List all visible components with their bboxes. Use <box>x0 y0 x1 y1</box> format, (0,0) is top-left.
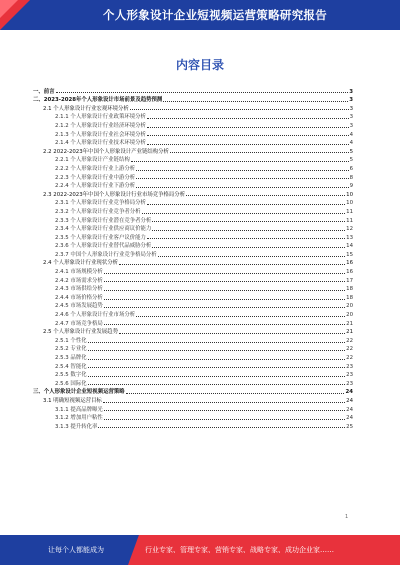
toc-entry[interactable] <box>33 172 353 181</box>
toc-entry[interactable] <box>33 301 353 310</box>
toc-entry[interactable] <box>33 335 353 344</box>
toc-entry-text: 3.1.1 提高品牌曝光 <box>55 406 103 413</box>
toc-entry[interactable] <box>33 395 353 404</box>
toc-entry-page: 20 <box>346 312 353 319</box>
toc-leader-dots <box>103 402 345 403</box>
toc-leader-dots <box>186 195 345 196</box>
toc-entry-page: 22 <box>346 337 353 344</box>
toc-entry[interactable] <box>33 344 353 353</box>
toc-entry[interactable] <box>33 275 353 284</box>
toc-entry[interactable] <box>33 309 353 318</box>
toc-entry-page: 9 <box>349 183 353 190</box>
toc-entry[interactable] <box>33 120 353 129</box>
toc-entry-page: 21 <box>346 320 353 327</box>
toc-entry[interactable] <box>33 224 353 233</box>
toc-leader-dots <box>131 161 349 162</box>
toc-entry[interactable] <box>33 370 353 379</box>
document-title: 个人形象设计企业短视频运营策略研究报告 <box>102 8 328 22</box>
toc-entry[interactable] <box>33 318 353 327</box>
toc-entry[interactable] <box>33 138 353 147</box>
toc-entry-text: 2.3.3 个人形象设计行业潜在竞争者分析 <box>55 217 152 224</box>
toc-leader-dots <box>147 118 349 119</box>
toc-entry-page: 21 <box>346 329 353 336</box>
toc-entry-page: 4 <box>349 140 353 147</box>
toc-entry-text: 2.4.4 市场价格分析 <box>55 294 103 301</box>
toc-leader-dots <box>147 238 345 239</box>
toc-entry-page: 12 <box>346 226 353 233</box>
toc-leader-dots <box>88 384 346 385</box>
toc-entry-page: 24 <box>346 397 353 404</box>
toc-entry-page: 11 <box>346 217 353 224</box>
toc-entry[interactable] <box>33 352 353 361</box>
toc-entry-page: 23 <box>346 380 353 387</box>
toc-entry-page: 17 <box>346 277 353 284</box>
toc-entry[interactable] <box>33 249 353 258</box>
toc-entry[interactable] <box>33 163 353 172</box>
toc-leader-dots <box>98 427 345 428</box>
toc-entry-text: 2.5.1 个性化 <box>55 337 87 344</box>
toc-leader-dots <box>147 204 345 205</box>
toc-entry-page: 22 <box>346 346 353 353</box>
toc-leader-dots <box>136 316 345 317</box>
toc-entry-text: 3.1.3 提升转化率 <box>55 423 98 430</box>
toc-entry[interactable] <box>33 181 353 190</box>
toc-entry[interactable] <box>33 292 353 301</box>
toc-entry[interactable] <box>33 241 353 250</box>
toc-leader-dots <box>147 127 349 128</box>
toc-entry-page: 4 <box>349 131 353 138</box>
toc-leader-dots <box>130 109 349 110</box>
toc-entry-text: 2.5.5 数字化 <box>55 372 87 379</box>
toc-entry-text: 2.1.4 个人形象设计行业技术环境分析 <box>55 140 146 147</box>
toc-entry-page: 5 <box>349 148 353 155</box>
toc-entry-text: 三、个人形象设计企业短视频运营策略 <box>33 389 125 396</box>
toc-entry-page: 20 <box>346 303 353 310</box>
toc-entry-text: 2.2 2022-2023年中国个人形象设计产业链结构分析 <box>43 148 169 155</box>
toc-leader-dots <box>104 273 345 274</box>
toc-entry-page: 3 <box>349 88 353 95</box>
toc-entry[interactable] <box>33 95 353 104</box>
toc-leader-dots <box>147 135 349 136</box>
toc-leader-dots <box>119 264 345 265</box>
toc-leader-dots <box>88 342 346 343</box>
toc-leader-dots <box>88 350 346 351</box>
toc-entry[interactable] <box>33 387 353 396</box>
toc-entry[interactable] <box>33 404 353 413</box>
toc-entry-text: 3.1.2 增加用户粘性 <box>55 415 103 422</box>
toc-entry-page: 18 <box>346 294 353 301</box>
toc-entry-page: 23 <box>346 372 353 379</box>
toc-leader-dots <box>88 376 346 377</box>
footer-left-text: 让每个人都能成为 <box>48 546 104 554</box>
toc-entry[interactable] <box>33 215 353 224</box>
toc-entry-text: 2.5.4 智能化 <box>55 363 87 370</box>
toc-leader-dots <box>126 393 345 394</box>
toc-leader-dots <box>104 324 345 325</box>
toc-leader-dots <box>104 290 345 291</box>
toc-entry-text: 2.5.2 专业化 <box>55 346 87 353</box>
toc-entry-text: 2.3.7 中国个人形象设计行业竞争格局分析 <box>55 251 157 258</box>
toc-entry-page: 10 <box>346 200 353 207</box>
toc-entry[interactable] <box>33 284 353 293</box>
toc-leader-dots <box>136 187 348 188</box>
toc-leader-dots <box>152 221 345 222</box>
toc-entry[interactable] <box>33 361 353 370</box>
header-banner <box>0 0 400 30</box>
toc-entry[interactable] <box>33 327 353 336</box>
toc-entry[interactable] <box>33 155 353 164</box>
toc-leader-dots <box>104 299 345 300</box>
footer-banner <box>0 535 400 565</box>
toc-heading: 内容目录 <box>175 58 224 72</box>
toc-entry-text: 2.2.3 个人形象设计行业中游分析 <box>55 174 136 181</box>
toc-entry-page: 24 <box>346 415 353 422</box>
toc-entry-page: 6 <box>349 165 353 172</box>
toc-leader-dots <box>88 367 346 368</box>
toc-entry-text: 2.4.6 个人形象设计行业市场分析 <box>55 312 136 319</box>
toc-entry-page: 16 <box>346 269 353 276</box>
toc-entry-text: 2.3.5 个人形象设计行业客户议价能力 <box>55 234 146 241</box>
toc-entry-text: 3.1 明确短视频运营目标 <box>43 397 102 404</box>
toc-entry-text: 一、前言 <box>33 88 55 95</box>
toc-entry[interactable] <box>33 258 353 267</box>
toc-entry-page: 5 <box>349 157 353 164</box>
toc-leader-dots <box>119 333 345 334</box>
toc-entry-text: 2.2.1 个人形象设计产业链结构 <box>55 157 130 164</box>
toc-entry-text: 2.1.1 个人形象设计行业政策环境分析 <box>55 114 146 121</box>
toc-entry-text: 2.3.1 个人形象设计行业竞争格局分析 <box>55 200 146 207</box>
toc-leader-dots <box>136 178 348 179</box>
toc-leader-dots <box>142 213 346 214</box>
toc-entry-text: 2.1.2 个人形象设计行业经济环境分析 <box>55 122 146 129</box>
toc-entry-text: 2.5 个人形象设计行业发展趋势 <box>43 329 118 336</box>
toc-entry-text: 2.3.6 个人形象设计行业替代品威胁分析 <box>55 243 152 250</box>
toc-entry[interactable] <box>33 198 353 207</box>
toc-entry[interactable] <box>33 189 353 198</box>
toc-entry-text: 2.1.3 个人形象设计行业社会环境分析 <box>55 131 146 138</box>
toc-entry[interactable] <box>33 146 353 155</box>
toc-entry-page: 16 <box>346 260 353 267</box>
toc-entry-page: 3 <box>349 114 353 121</box>
toc-leader-dots <box>147 144 349 145</box>
toc-leader-dots <box>56 92 349 93</box>
toc-entry[interactable] <box>33 378 353 387</box>
toc-leader-dots <box>104 419 345 420</box>
toc-entry-text: 2.2.4 个人形象设计行业下游分析 <box>55 183 136 190</box>
header-light-accent <box>0 0 18 18</box>
toc-entry-page: 3 <box>349 97 353 104</box>
toc-entry-text: 2.3.4 个人形象设计行业供应商议价能力 <box>55 226 152 233</box>
toc-entry-page: 8 <box>349 174 353 181</box>
toc-entry-page: 25 <box>346 423 353 430</box>
toc-entry-text: 2.5.3 品牌化 <box>55 355 87 361</box>
toc-leader-dots <box>88 359 346 360</box>
toc-entry-text: 2.4.5 市场发展趋势 <box>55 303 103 310</box>
toc-leader-dots <box>158 256 345 257</box>
toc-entry-text: 2.2.2 个人形象设计行业上游分析 <box>55 165 136 172</box>
toc-entry-page: 24 <box>345 389 353 396</box>
toc-entry[interactable] <box>33 232 353 241</box>
toc-entry-text: 2.4.3 市场供给分析 <box>55 286 103 293</box>
toc-leader-dots <box>163 101 348 102</box>
toc-entry-page: 24 <box>346 406 353 413</box>
toc-leader-dots <box>104 307 345 308</box>
toc-leader-dots <box>152 230 345 231</box>
toc-entry-page: 11 <box>346 208 353 215</box>
toc-entry-page: 3 <box>349 122 353 129</box>
toc-entry[interactable] <box>33 413 353 422</box>
toc-entry-page: 3 <box>349 105 353 112</box>
toc-entry[interactable] <box>33 129 353 138</box>
toc-entry-text: 2.4 个人形象设计行业现状分析 <box>43 260 118 267</box>
toc-entry-page: 18 <box>346 286 353 293</box>
toc-entry-text: 2.3.2 个人形象设计行业竞争者分析 <box>55 208 141 215</box>
toc-entry-text: 2.4.7 市场竞争格局 <box>55 320 103 327</box>
toc-leader-dots <box>170 152 349 153</box>
page-number: 1 <box>345 514 349 520</box>
toc-entry-text: 2.5.6 国际化 <box>55 380 87 387</box>
toc-entry-page: 23 <box>346 363 353 370</box>
toc-entry[interactable] <box>33 266 353 275</box>
toc-entry-page: 10 <box>346 191 353 198</box>
toc-entry-text: 二、2023-2028年个人形象设计市场前景及趋势预测 <box>33 97 163 104</box>
toc-entry-page: 15 <box>346 251 353 258</box>
table-of-contents <box>33 86 353 430</box>
toc-entry-page: 14 <box>346 243 353 250</box>
toc-entry-text: 2.3 2022-2023年中国个人形象设计行业市场竞争格局分析 <box>43 191 186 198</box>
toc-entry-text: 2.4.2 市场需求分析 <box>55 277 103 284</box>
toc-entry-text: 2.4.1 市场规模分析 <box>55 269 103 276</box>
toc-entry[interactable] <box>33 86 353 95</box>
toc-entry[interactable] <box>33 421 353 430</box>
toc-leader-dots <box>104 410 345 411</box>
toc-entry-page: 13 <box>346 234 353 241</box>
footer-right-text: 行业专家、管理专家、营销专家、战略专家、成功企业家…… <box>145 546 334 554</box>
toc-entry[interactable] <box>33 103 353 112</box>
toc-entry[interactable] <box>33 112 353 121</box>
toc-leader-dots <box>104 281 345 282</box>
toc-entry-page: 22 <box>346 355 353 361</box>
toc-leader-dots <box>152 247 345 248</box>
toc-entry[interactable] <box>33 206 353 215</box>
toc-leader-dots <box>136 170 348 171</box>
toc-entry-text: 2.1 个人形象设计行业宏观环境分析 <box>43 105 129 112</box>
